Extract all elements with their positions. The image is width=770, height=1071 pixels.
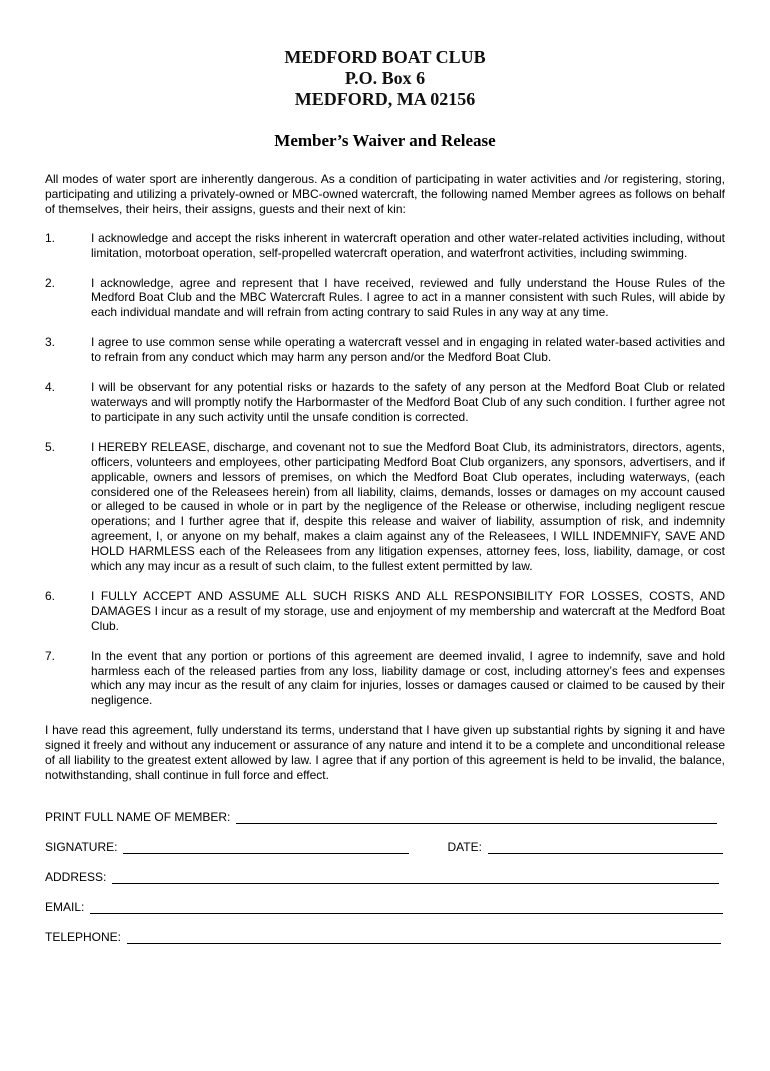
clause-number: 5. <box>45 439 56 454</box>
signature-field[interactable] <box>123 841 409 854</box>
name-label: PRINT FULL NAME OF MEMBER: <box>45 809 231 824</box>
clause-number: 6. <box>45 588 56 603</box>
waiver-document <box>0 47 770 1071</box>
email-field[interactable] <box>90 901 723 914</box>
clause-text: I acknowledge, agree and represent that I have received, reviewed and fully understand the House Rules of the Medford Boat Club and the MBC Watercraft Rules. I agree to act in a manner consistent with such Rules, will abide by each individual mandate and will refrain from acting contrary to said Rules in any way at any time. <box>91 275 725 320</box>
name-row <box>45 809 725 824</box>
letterhead <box>45 47 725 110</box>
clause-number: 4. <box>45 380 56 395</box>
address-label: ADDRESS: <box>45 869 107 884</box>
signature-label: SIGNATURE: <box>45 839 118 854</box>
org-name: MEDFORD BOAT CLUB <box>284 47 486 67</box>
closing-paragraph: I have read this agreement, fully understand its terms, understand that I have given up substantial rights by signing it and have signed it freely and without any inducement or assurance of any nature and intend it to be a complete and unconditional release of all liability to the greatest extent allowed by law. I agree that if any portion of this agreement is held to be invalid, the balance, notwithstanding, shall continue in full force and effect. <box>45 723 725 782</box>
clause-number: 7. <box>45 648 56 663</box>
email-label: EMAIL: <box>45 899 85 914</box>
clause-item <box>45 649 725 709</box>
signature-row <box>45 839 725 854</box>
clause-text: I agree to use common sense while operating a watercraft vessel and in engaging in related water-based activities and to refrain from any conduct which may harm any person and/or the Medford Boat Club. <box>91 335 725 365</box>
date-field[interactable] <box>488 841 723 854</box>
clause-item <box>45 335 725 365</box>
clause-item <box>45 231 725 261</box>
clause-text: I HEREBY RELEASE, discharge, and covenant not to sue the Medford Boat Club, its administrators, directors, agents, officers, volunteers and employees, other participating Medford Boat Club organizers, any sponsors, advertisers, and if applicable, owners and lessors of premises, on which the Medford Boat Club operates, including waterways, (each considered one of the Releasees herein) from all liability, claims, demands, losses or damages on my account caused or alleged to be caused in whole or in part by the negligence of the Release or otherwise, including negligent rescue operations; and I further agree that if, despite this release and waiver of liability, assumption of risk, and indemnity agreement, I, or anyone on my behalf, makes a claim against any of the Releasees, I WILL INDEMNIFY, SAVE AND HOLD HARMLESS each of the Releasees from any litigation expenses, attorney fees, loss, liability, damage, or cost which any may incur as a result of such claim, to the fullest extent permitted by law. <box>91 439 725 574</box>
name-field[interactable] <box>236 811 717 824</box>
clause-number: 3. <box>45 335 56 350</box>
telephone-row <box>45 929 725 944</box>
clause-item <box>45 589 725 634</box>
address-row <box>45 869 725 884</box>
clause-number: 2. <box>45 275 56 290</box>
date-label: DATE: <box>447 839 482 854</box>
member-fields <box>45 809 725 944</box>
telephone-field[interactable] <box>127 931 721 944</box>
intro-paragraph: All modes of water sport are inherently dangerous. As a condition of participating in water activities and /or registering, storing, participating and utilizing a privately-owned or MBC-owned watercraft, the following named Member agrees as follows on behalf of themselves, their heirs, their assigns, guests and their next of kin: <box>45 172 725 216</box>
clause-number: 1. <box>45 230 56 245</box>
city-address: MEDFORD, MA 02156 <box>294 89 476 109</box>
po-box: P.O. Box 6 <box>344 68 426 88</box>
clause-text: In the event that any portion or portions of this agreement are deemed invalid, I agree to indemnify, save and hold harmless each of the released parties from any loss, liability damage or cost, including attorney’s fees and expenses which any may incur as the result of any claim for injuries, losses or damages caused or claimed to be caused by their negligence. <box>91 648 725 708</box>
telephone-label: TELEPHONE: <box>45 929 122 944</box>
clause-text: I acknowledge and accept the risks inherent in watercraft operation and other water-related activities including, without limitation, motorboat operation, self-propelled watercraft operation, and waterfront activities, including swimming. <box>91 230 725 260</box>
clause-item <box>45 276 725 321</box>
address-field[interactable] <box>112 871 719 884</box>
clause-text: I will be observant for any potential risks or hazards to the safety of any person at the Medford Boat Club or related waterways and will promptly notify the Harbormaster of the Medford Boat Club of any such condition. I further agree not to participate in any such activity until the unsafe condition is corrected. <box>91 380 725 424</box>
document-title: Member’s Waiver and Release <box>274 131 496 150</box>
clause-list <box>45 231 725 709</box>
clause-item <box>45 440 725 574</box>
clause-text: I FULLY ACCEPT AND ASSUME ALL SUCH RISKS AND ALL RESPONSIBILITY FOR LOSSES, COSTS, AND DAMAGES I incur as a result of my storage, use and enjoyment of my membership and watercraft at the Medford Boat Club. <box>91 588 725 633</box>
clause-item <box>45 380 725 425</box>
email-row <box>45 899 725 914</box>
